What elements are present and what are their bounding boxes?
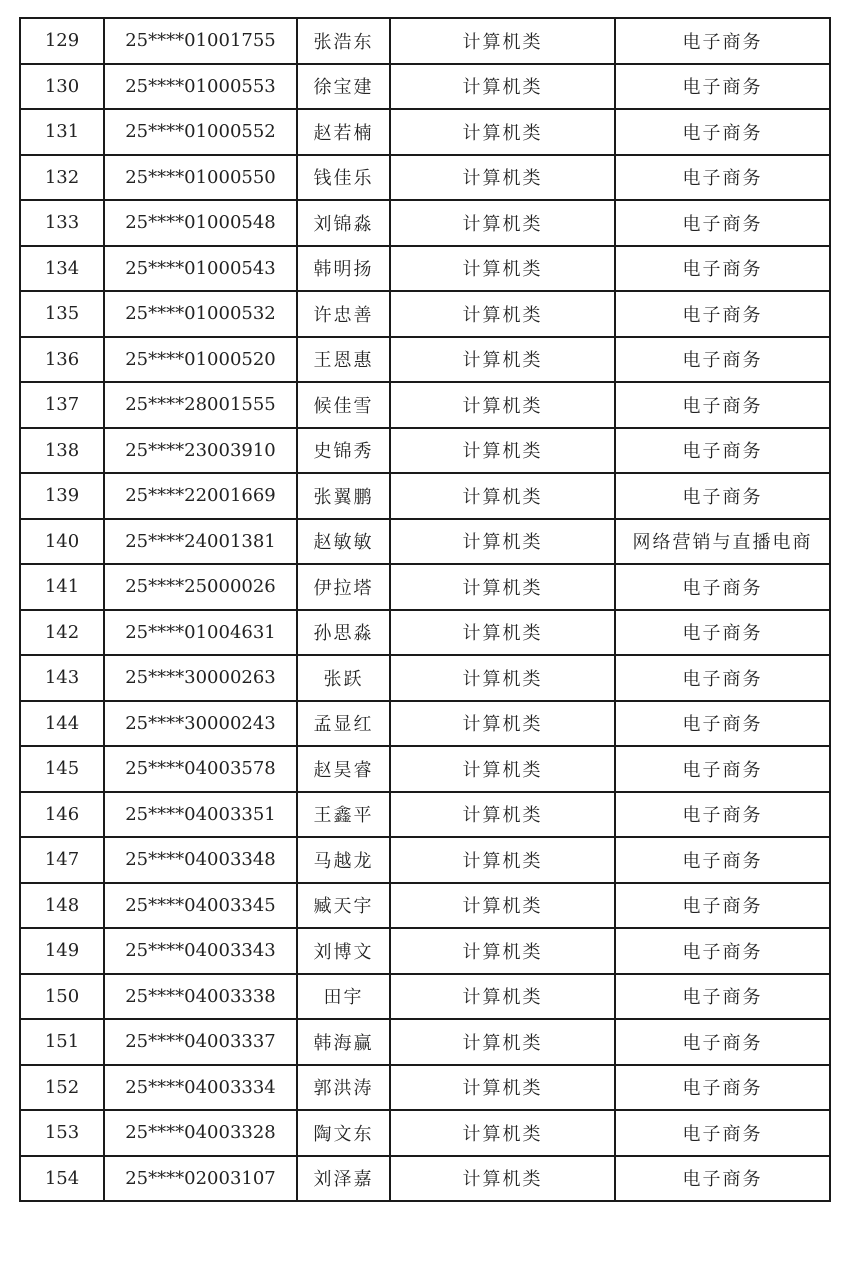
table-row: [20, 701, 830, 747]
category-cell: 计算机类: [390, 1065, 615, 1111]
row-number-cell: 152: [20, 1065, 104, 1111]
row-number-cell: 130: [20, 64, 104, 110]
category-cell: 计算机类: [390, 974, 615, 1020]
exam-id-cell: 25****01001755: [104, 18, 297, 64]
student-name-cell: 张跃: [297, 655, 390, 701]
roster-table-body: [20, 18, 830, 1201]
row-number-cell: 142: [20, 610, 104, 656]
student-name-cell: 孟显红: [297, 701, 390, 747]
table-row: [20, 246, 830, 292]
table-row: [20, 291, 830, 337]
student-name-cell: 马越龙: [297, 837, 390, 883]
exam-id-cell: 25****04003337: [104, 1019, 297, 1065]
row-number-cell: 153: [20, 1110, 104, 1156]
row-number-cell: 144: [20, 701, 104, 747]
exam-id-cell: 25****02003107: [104, 1156, 297, 1202]
table-row: [20, 519, 830, 565]
table-row: [20, 610, 830, 656]
student-name-cell: 史锦秀: [297, 428, 390, 474]
major-cell: 电子商务: [615, 1019, 830, 1065]
table-row: [20, 337, 830, 383]
major-cell: 电子商务: [615, 928, 830, 974]
major-cell: 电子商务: [615, 792, 830, 838]
student-name-cell: 刘泽嘉: [297, 1156, 390, 1202]
student-name-cell: 刘锦淼: [297, 200, 390, 246]
row-number-cell: 145: [20, 746, 104, 792]
table-row: [20, 382, 830, 428]
row-number-cell: 150: [20, 974, 104, 1020]
student-name-cell: 臧天宇: [297, 883, 390, 929]
row-number-cell: 137: [20, 382, 104, 428]
category-cell: 计算机类: [390, 109, 615, 155]
student-name-cell: 郭洪涛: [297, 1065, 390, 1111]
student-name-cell: 陶文东: [297, 1110, 390, 1156]
table-row: [20, 837, 830, 883]
row-number-cell: 138: [20, 428, 104, 474]
exam-id-cell: 25****04003578: [104, 746, 297, 792]
major-cell: 电子商务: [615, 837, 830, 883]
student-name-cell: 孙思淼: [297, 610, 390, 656]
category-cell: 计算机类: [390, 64, 615, 110]
table-row: [20, 564, 830, 610]
row-number-cell: 135: [20, 291, 104, 337]
major-cell: 电子商务: [615, 1156, 830, 1202]
exam-id-cell: 25****25000026: [104, 564, 297, 610]
category-cell: 计算机类: [390, 519, 615, 565]
row-number-cell: 143: [20, 655, 104, 701]
exam-id-cell: 25****30000243: [104, 701, 297, 747]
exam-id-cell: 25****01000553: [104, 64, 297, 110]
exam-id-cell: 25****04003338: [104, 974, 297, 1020]
exam-id-cell: 25****22001669: [104, 473, 297, 519]
row-number-cell: 132: [20, 155, 104, 201]
category-cell: 计算机类: [390, 701, 615, 747]
major-cell: 电子商务: [615, 746, 830, 792]
major-cell: 电子商务: [615, 155, 830, 201]
major-cell: 电子商务: [615, 337, 830, 383]
row-number-cell: 131: [20, 109, 104, 155]
category-cell: 计算机类: [390, 564, 615, 610]
student-name-cell: 钱佳乐: [297, 155, 390, 201]
exam-id-cell: 25****01000520: [104, 337, 297, 383]
table-row: [20, 64, 830, 110]
student-name-cell: 张翼鹏: [297, 473, 390, 519]
major-cell: 电子商务: [615, 564, 830, 610]
category-cell: 计算机类: [390, 382, 615, 428]
exam-id-cell: 25****04003345: [104, 883, 297, 929]
student-name-cell: 田宇: [297, 974, 390, 1020]
student-name-cell: 刘博文: [297, 928, 390, 974]
student-name-cell: 徐宝建: [297, 64, 390, 110]
table-row: [20, 928, 830, 974]
major-cell: 电子商务: [615, 655, 830, 701]
student-name-cell: 候佳雪: [297, 382, 390, 428]
table-row: [20, 974, 830, 1020]
row-number-cell: 136: [20, 337, 104, 383]
major-cell: 电子商务: [615, 109, 830, 155]
table-row: [20, 18, 830, 64]
major-cell: 电子商务: [615, 18, 830, 64]
table-row: [20, 883, 830, 929]
exam-id-cell: 25****04003348: [104, 837, 297, 883]
row-number-cell: 151: [20, 1019, 104, 1065]
category-cell: 计算机类: [390, 1019, 615, 1065]
category-cell: 计算机类: [390, 1110, 615, 1156]
exam-id-cell: 25****01000550: [104, 155, 297, 201]
student-name-cell: 伊拉塔: [297, 564, 390, 610]
exam-id-cell: 25****04003351: [104, 792, 297, 838]
student-name-cell: 韩海赢: [297, 1019, 390, 1065]
row-number-cell: 129: [20, 18, 104, 64]
row-number-cell: 154: [20, 1156, 104, 1202]
major-cell: 电子商务: [615, 382, 830, 428]
student-name-cell: 王鑫平: [297, 792, 390, 838]
major-cell: 电子商务: [615, 428, 830, 474]
student-name-cell: 赵敏敏: [297, 519, 390, 565]
major-cell: 电子商务: [615, 1065, 830, 1111]
major-cell: 电子商务: [615, 610, 830, 656]
table-row: [20, 155, 830, 201]
category-cell: 计算机类: [390, 837, 615, 883]
student-name-cell: 韩明扬: [297, 246, 390, 292]
category-cell: 计算机类: [390, 291, 615, 337]
category-cell: 计算机类: [390, 155, 615, 201]
category-cell: 计算机类: [390, 792, 615, 838]
major-cell: 电子商务: [615, 883, 830, 929]
student-name-cell: 王恩惠: [297, 337, 390, 383]
row-number-cell: 141: [20, 564, 104, 610]
major-cell: 电子商务: [615, 1110, 830, 1156]
row-number-cell: 148: [20, 883, 104, 929]
category-cell: 计算机类: [390, 928, 615, 974]
exam-id-cell: 25****04003343: [104, 928, 297, 974]
table-row: [20, 792, 830, 838]
table-row: [20, 655, 830, 701]
student-name-cell: 赵昊睿: [297, 746, 390, 792]
category-cell: 计算机类: [390, 200, 615, 246]
category-cell: 计算机类: [390, 337, 615, 383]
major-cell: 电子商务: [615, 473, 830, 519]
major-cell: 电子商务: [615, 701, 830, 747]
table-row: [20, 1019, 830, 1065]
table-row: [20, 428, 830, 474]
row-number-cell: 139: [20, 473, 104, 519]
exam-id-cell: 25****24001381: [104, 519, 297, 565]
roster-table: [19, 17, 831, 1202]
exam-id-cell: 25****01000532: [104, 291, 297, 337]
exam-id-cell: 25****04003328: [104, 1110, 297, 1156]
exam-id-cell: 25****30000263: [104, 655, 297, 701]
student-name-cell: 赵若楠: [297, 109, 390, 155]
category-cell: 计算机类: [390, 473, 615, 519]
row-number-cell: 147: [20, 837, 104, 883]
table-row: [20, 1110, 830, 1156]
major-cell: 电子商务: [615, 200, 830, 246]
category-cell: 计算机类: [390, 18, 615, 64]
category-cell: 计算机类: [390, 246, 615, 292]
major-cell: 电子商务: [615, 974, 830, 1020]
table-row: [20, 200, 830, 246]
row-number-cell: 140: [20, 519, 104, 565]
category-cell: 计算机类: [390, 1156, 615, 1202]
category-cell: 计算机类: [390, 655, 615, 701]
student-name-cell: 许忠善: [297, 291, 390, 337]
category-cell: 计算机类: [390, 883, 615, 929]
exam-id-cell: 25****23003910: [104, 428, 297, 474]
major-cell: 网络营销与直播电商: [615, 519, 830, 565]
exam-id-cell: 25****01000543: [104, 246, 297, 292]
table-row: [20, 109, 830, 155]
exam-id-cell: 25****01004631: [104, 610, 297, 656]
row-number-cell: 133: [20, 200, 104, 246]
row-number-cell: 134: [20, 246, 104, 292]
student-name-cell: 张浩东: [297, 18, 390, 64]
table-row: [20, 473, 830, 519]
exam-id-cell: 25****01000552: [104, 109, 297, 155]
major-cell: 电子商务: [615, 246, 830, 292]
category-cell: 计算机类: [390, 746, 615, 792]
table-row: [20, 1156, 830, 1202]
row-number-cell: 146: [20, 792, 104, 838]
category-cell: 计算机类: [390, 428, 615, 474]
exam-id-cell: 25****28001555: [104, 382, 297, 428]
row-number-cell: 149: [20, 928, 104, 974]
category-cell: 计算机类: [390, 610, 615, 656]
exam-id-cell: 25****04003334: [104, 1065, 297, 1111]
table-row: [20, 1065, 830, 1111]
exam-id-cell: 25****01000548: [104, 200, 297, 246]
major-cell: 电子商务: [615, 291, 830, 337]
major-cell: 电子商务: [615, 64, 830, 110]
table-row: [20, 746, 830, 792]
